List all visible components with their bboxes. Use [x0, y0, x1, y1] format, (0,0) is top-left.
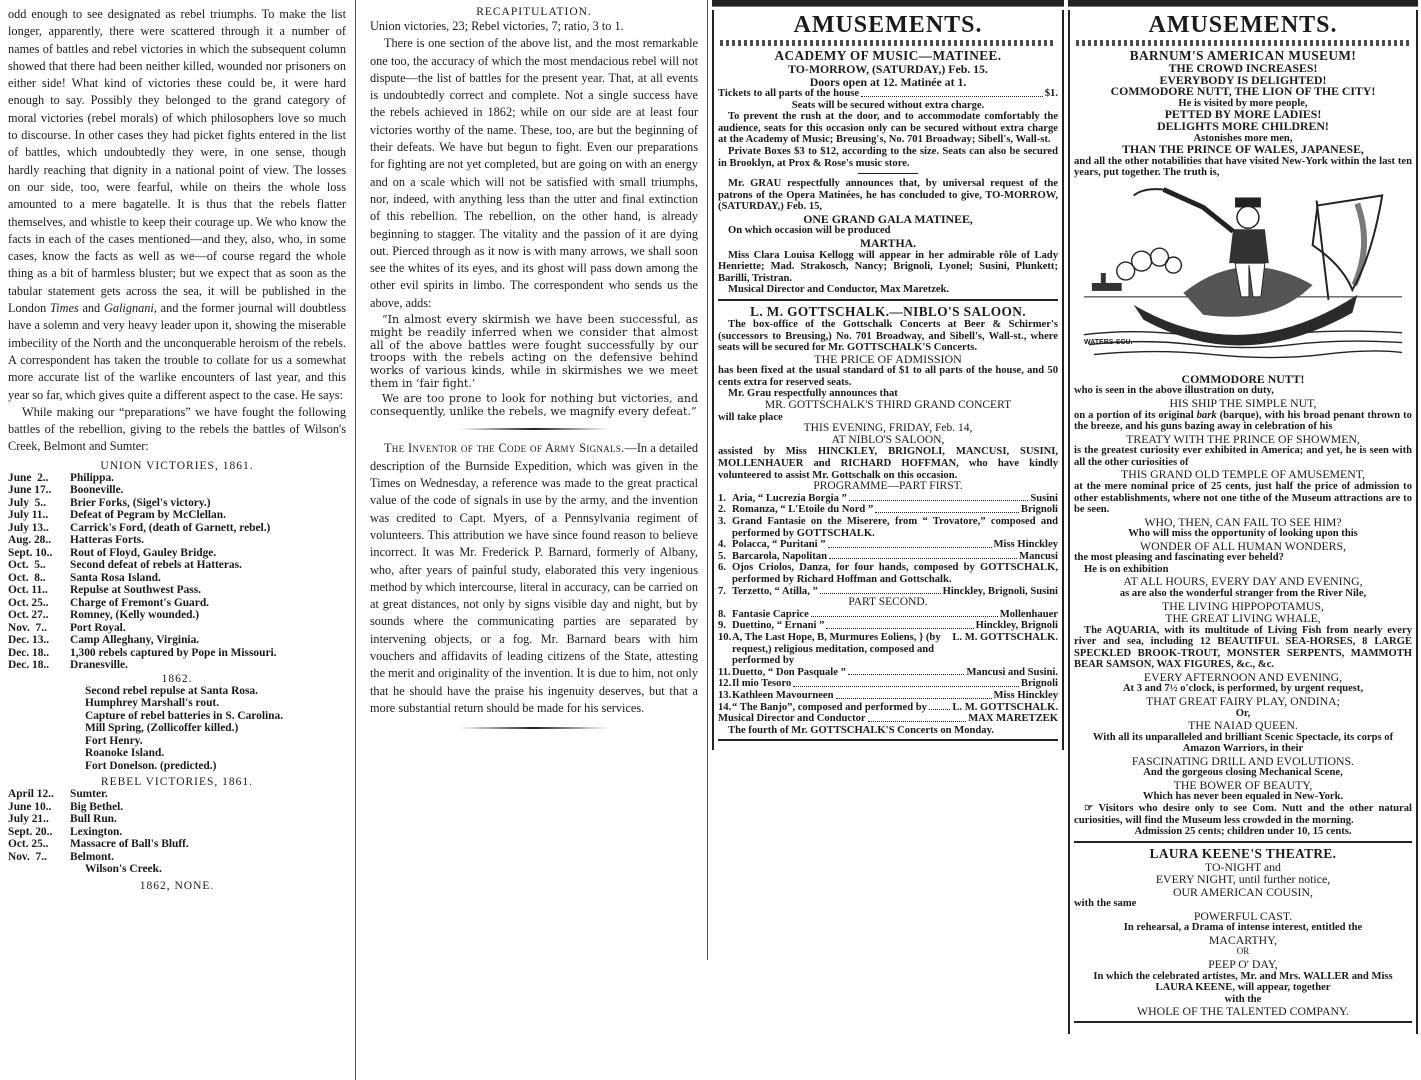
column-rule	[707, 0, 708, 960]
battle-name: Booneville.	[70, 484, 124, 497]
battle-entry	[8, 584, 346, 597]
battle-name: 1,300 rebels captured by Pope in Missouri.	[70, 646, 277, 659]
programme-heading: PART SECOND.	[848, 596, 928, 609]
battle-entry	[8, 697, 346, 710]
programme-item: 1. Aria, “ Lucrezia Borgia ” Susini	[718, 492, 1058, 504]
battle-name: Second defeat of rebels at Hatteras.	[70, 559, 242, 572]
programme-item: 5. Barcarola, Napolitan Mancusi	[718, 550, 1058, 562]
battle-entry	[8, 747, 346, 760]
battle-entry	[8, 634, 346, 647]
editorial-text: odd enough to see designated as rebel triumphs. To make the list longer, apparently, there were scattered through it a number of names of battles and rebel victories in which the subsequent column showed that there had been neither killed, wounded nor prisoners on either side! What kind of victories these could be, it were hard enough to say. Possibly they belonged to the grand category of moral victories (rebel morals) of which philosophers love so much to discourse. In other cases they had picket fights entered in the list of battles, which undoubtedly they were, in one sense, though hardly reaching that dignity in a national point of view. The losses on our side, too, were fearful, while on theirs the whole loss amounted to a mere bagatelle. It is thus that the rebels flatter themselves, and whistle to keep their courage up. We who know the facts in each of the cases mentioned—and they, also, who, in some cases, know the facts as well as we—of course regard the whole thing as a bit of harmless bluster; but we expect that as soon as the tabular statement gets across the sea, it will be published in the London Times and Galignani, and the former journal will doubtless have a solemn and very heavy leader upon it, showing the miserable imbecility of the North and the unconquerable heroism of the rebels. A correspondent has taken the trouble to collate for us a somewhat more accurate list of the warlike encounters of last year, and this year so far, which gives quite a different aspect to the case. He says: While making our “preparations” we have fought the following battles of the rebellion, giving to the rebels the battles of Wilson's Creek, Belmont and Sumter:	[8, 6, 346, 456]
battle-name: Mill Spring, (Zollicoffer killed.)	[85, 722, 239, 735]
barnum-headline: He is visited by more people,	[1178, 97, 1308, 109]
battle-name: Port Royal.	[70, 621, 126, 634]
ad-divider	[1074, 841, 1412, 843]
rebel-1862-none: 1862, NONE.	[139, 879, 215, 892]
correspondent-quote: We are too prone to look for nothing but victories, and consequently, unlike the rebels, we magnify every defeat.”	[370, 391, 698, 418]
rebel-victories-1861-list	[8, 788, 346, 876]
battle-date: Nov. 7..	[8, 850, 47, 863]
rebel-victories-heading: REBEL VICTORIES, 1861.	[100, 776, 254, 789]
battle-date: June 17..	[8, 484, 52, 497]
battle-name: Massacre of Ball's Bluff.	[70, 838, 189, 851]
battle-entry	[8, 685, 346, 698]
programme-heading: PROGRAMME—PART FIRST.	[813, 480, 963, 493]
battle-name: Hatteras Forts.	[70, 534, 145, 547]
programme-part-second	[718, 609, 1058, 713]
army-signals-article	[370, 440, 698, 717]
engraver-credit: WATERS-SCU.	[1084, 339, 1133, 347]
battle-name: Fort Henry.	[85, 734, 143, 747]
barnum-headline: THE CROWD INCREASES!	[1168, 61, 1318, 75]
battle-name: Fort Donelson. (predicted.)	[85, 759, 217, 772]
battle-name: Philippa.	[70, 471, 114, 484]
ad-gottschalk-niblos-saloon: L. M. GOTTSCHALK.—NIBLO'S SALOON. The box-office of the Gottschalk Concerts at Beer & Schirmer's (successors to Breusing,) No. 701 Broadway, and Sibell's, Wall-st., where seats will be secured for Mr. GOTTSCHALK'S Concerts. THE PRICE OF ADMISSION has been fixed at the usual standard of $1 to all parts of the house, and 50 cents extra for reserved seats. Mr. Grau respectfully announces that MR. GOTTSCHALK'S THIRD GRAND CONCERT will take place THIS EVENING, FRIDAY, Feb. 14, AT NIBLO'S SALOON, assisted by Miss HINCKLEY, BRIGNOLI, MANCUSI, SUSINI, MOLLENHAUER and RICHARD HOFFMAN, who have kindly volunteered to assist Mr. Gottschalk on this occasion. PROGRAMME—PART FIRST. 1. Aria, “ Lucrezia Borgia ” Susini 2. Romanza, “ L'Etoile du Nord ” Brignoli 3. Grand Fantasie on the Miserere, from “ Trovatore,” composed and performed by GOTTSCHALK. 4. Polacca, “ Puritani ” Miss Hinckley 5. Barcarola, Napolitan Mancusi 6. Ojos Criolos, Danza, for four hands, composed by GOTTSCHALK, performed by Richard Hoffman and Gottschalk. 7. Terzetto, “ Atilla, ” Hinckley, Brignoli, Susini PART SECOND. 8. Fantasie Caprice Mollenhauer 9. Duettino, “ Ernani ” Hinckley, Brignoli 10. A, The Last Hope, B, Murmures Eoliens, } (by request,) religious meditation, composed and performed by L. M. GOTTSCHALK. 11. Duetto, “ Don Pasquale ” Mancusi and Susini. 12. Il mio Tesoro Brignoli 13. Kathleen Mavourneen Miss Hinckley 14. “ The Banjo”, composed and performed by L. M. GOTTSCHALK. Musical Director and Conductor MAX MARETZEK The fourth of Mr. GOTTSCHALK'S Concerts on Monday.	[718, 303, 1058, 736]
battle-entry	[8, 760, 346, 773]
top-rule	[1068, 0, 1418, 7]
battle-name: Dranesville.	[70, 659, 128, 672]
section-divider	[459, 428, 609, 430]
article-body: —In a detailed description of the Burnside Expedition, which was given in the Times on Wednesday, a reference was made to the great practical value of the code of signals in use by the army, and the invention was credited to Capt. Myers, of a Pennsylvania regiment of volunteers. This attribution we have since found reason to believe incorrect. It was Mr. Frederick P. Barnard, formerly of Albany, who, after years of painful study, elaborated this very ingenious method by which intercourse, literal in accuracy, can be carried on at great distances, not only by signs visible day and night, but by sounds where the communicating parties are separated by intervening objects, or a fog. Mr. Barnard bears with him vouchers and affidavits of leading citizens of the State, attesting the merit and originality of the invention. It is due to him, not only that he should have the praise his ingenuity deserves, but that a more substantial return should be made for his services.	[370, 441, 698, 715]
battle-entry	[8, 735, 346, 748]
section-divider	[459, 727, 609, 729]
battle-entry	[8, 647, 346, 660]
correspondent-quote: “In almost every skirmish we have been successful, as might be readily inferred when we consider that almost all of the above battles were fought successfully by our troops with the rebels acting on the defensive behind works of various kinds, while in skirmishes we we meet them in ‘fair fight.’	[370, 313, 698, 391]
battle-entry	[8, 851, 346, 864]
battle-date: June 2..	[8, 471, 49, 484]
ad-heading: L. M. GOTTSCHALK.—NIBLO'S SALOON.	[750, 303, 1026, 319]
battle-name: Rout of Floyd, Gauley Bridge.	[70, 546, 217, 559]
newspaper-name-galignani: Galignani	[103, 301, 154, 316]
barnum-headline: PETTED BY MORE LADIES!	[1164, 107, 1322, 122]
barnum-headline: EVERYBODY IS DELIGHTED!	[1159, 72, 1327, 87]
battle-name: Santa Rosa Island.	[70, 571, 161, 584]
barnum-headline: THAN THE PRINCE OF WALES, JAPANESE,	[1122, 142, 1364, 157]
battle-entry	[8, 863, 346, 876]
programme-part-first	[718, 493, 1058, 597]
programme-item: 14. “ The Banjo”, composed and performed by L. M. GOTTSCHALK.	[718, 701, 1058, 713]
wavy-rule	[1076, 40, 1410, 46]
battle-name: Humphrey Marshall's rout.	[85, 697, 220, 710]
ad-divider	[1074, 1021, 1412, 1023]
battle-name: Bull Run.	[70, 813, 117, 826]
wavy-rule	[720, 40, 1056, 46]
battle-entry	[8, 522, 346, 535]
programme-item: 8. Fantasie Caprice Mollenhauer	[718, 608, 1058, 620]
battle-date: Sept. 20..	[8, 825, 53, 838]
battle-entry	[8, 838, 346, 851]
battle-date: Dec. 18..	[8, 646, 50, 659]
recap-tally: Union victories, 23; Rebel victories, 7; ratio, 3 to 1.	[370, 19, 624, 33]
battle-name: Belmont.	[70, 850, 114, 863]
battle-date: Dec. 18..	[8, 659, 50, 672]
ad-barnums-museum: BARNUM'S AMERICAN MUSEUM! THE CROWD INCREASES! EVERYBODY IS DELIGHTED! COMMODORE NUTT, THE LION OF THE CITY! He is visited by more people, PETTED BY MORE LADIES! DELIGHTS MORE CHILDREN! Astonishes more men, THAN THE PRINCE OF WALES, JAPANESE, and all the other notabilities that have visited New-York within the last ten years, put together. The truth is, WATERS-SCU. COMMODORE NUTT! who is seen in the above illustration on duty, HIS SHIP THE SIMPLE NUT, on a portion of its original bark (barque), with his broad penant thrown to the breeze, and his guns bazing away in celebration of his TREATY WITH THE PRINCE OF SHOWMEN, is the greatest curiosity ever exhibited in America; and yet, he is seen with all the other curiosities of THIS GRAND OLD TEMPLE OF AMUSEMENT, at the mere nominal price of 25 cents, just half the price of admission to other establishments, where not one tithe of the Museum attractions are to be seen. WHO, THEN, CAN FAIL TO SEE HIM? Who will miss the opportunity of looking upon this WONDER OF ALL HUMAN WONDERS, the most pleasing and fascinating ever beheld? He is on exhibition AT ALL HOURS, EVERY DAY AND EVENING, as are also the wonderful stranger from the River Nile, THE LIVING HIPPOPOTAMUS, THE GREAT LIVING WHALE, The AQUARIA, with its multitude of Living Fish from nearly every river and sea, including 12 BEAUTIFUL SEA-HORSES, 8 LARGE SPECKLED BROOK-TROUT, MONSTER SERPENTS, MAMMOTH BEAR SAMSON, WAX FIGURES, &c., &c. EVERY AFTERNOON AND EVENING, At 3 and 7½ o'clock, is performed, by urgent request, THAT GREAT FAIRY PLAY, ONDINA; Or, THE NAIAD QUEEN. With all its unparalleled and brilliant Scenic Spectacle, its corps of Amazon Warriors, in their FASCINATING DRILL AND EVOLUTIONS. And the gorgeous closing Mechanical Scene, THE BOWER OF BEAUTY, Which has never been equaled in New-York. ☞ Visitors who desire only to see Com. Nutt and the other natural curiosities, will find the Museum less crowded in the morning. Admission 25 cents; children under 10, 15 cents.	[1074, 48, 1412, 838]
newspaper-name-times: Times	[50, 301, 79, 316]
battle-date: Oct. 11..	[8, 584, 48, 597]
ad-laura-keenes-theatre: LAURA KEENE'S THEATRE. TO-NIGHT and EVERY NIGHT, until further notice, OUR AMERICAN COUSIN, with the same POWERFUL CAST. In rehearsal, a Drama of intense interest, entitled the MACARTHY, OR PEEP O' DAY, In which the celebrated artistes, Mr. and Mrs. WALLER and Miss LAURA KEENE, will appear, together with the WHOLE OF THE TALENTED COMPANY.	[1074, 846, 1412, 1018]
column-amusements-music	[712, 0, 1064, 750]
battle-entry	[8, 547, 346, 560]
programme-item: 9. Duettino, “ Ernani ” Hinckley, Brignoli	[718, 620, 1058, 632]
battle-name: Big Bethel.	[70, 800, 124, 813]
union-victories-1862-list	[8, 685, 346, 773]
battle-date: Oct. 5..	[8, 559, 46, 572]
battle-entry	[8, 609, 346, 622]
battle-date: July 21..	[8, 813, 49, 826]
programme-item: 10. A, The Last Hope, B, Murmures Eoliens, } (by request,) religious meditation, composed and performed by L. M. GOTTSCHALK.	[718, 631, 1058, 667]
battle-date: June 10..	[8, 800, 52, 813]
barnum-headline: COMMODORE NUTT, THE LION OF THE CITY!	[1110, 84, 1376, 99]
battle-date: Oct. 8..	[8, 571, 46, 584]
battle-name: Capture of rebel batteries in S. Carolina.	[85, 709, 284, 722]
column-rule	[355, 0, 356, 1080]
programme-item: 7. Terzetto, “ Atilla, ” Hinckley, Brignoli, Susini	[718, 585, 1058, 597]
battle-name: Lexington.	[70, 825, 123, 838]
battle-entry	[8, 572, 346, 585]
ad-heading: ACADEMY OF MUSIC—MATINEE.	[774, 48, 1002, 63]
recapitulation-body	[370, 18, 698, 312]
battle-entry	[8, 559, 346, 572]
battle-entry	[8, 788, 346, 801]
commodore-nutt-illustration	[1074, 185, 1412, 371]
battle-entry	[8, 801, 346, 814]
battle-date: Oct. 27..	[8, 609, 49, 622]
battle-entry	[8, 534, 346, 547]
barnum-headline: Astonishes more men,	[1193, 132, 1293, 144]
battle-date: Sept. 10..	[8, 546, 53, 559]
battle-name: Repulse at Southwest Pass.	[70, 584, 202, 597]
ad-heading: BARNUM'S AMERICAN MUSEUM!	[1129, 48, 1357, 63]
programme-item: 13. Kathleen Mavourneen Miss Hinckley	[718, 689, 1058, 701]
battle-date: July 11..	[8, 509, 49, 522]
pointing-hand-notice: ☞ Visitors who desire only to see Com. Nutt and the other natural curiosities, will find the Museum less crowded in the morning.	[1074, 803, 1412, 826]
battle-entry	[8, 659, 346, 672]
recap-paragraph: There is one section of the above list, and the most remarkable one too, the accuracy of which the most mendacious rebel will not dispute—the list of battles for the present year. That, at all events is undoubtedly correct and complete. Not a single success have the rebels achieved in 1862; while on our side are at least four victories worthy of the name. These, too, are but the beginning of their defeats. We have but begun to fight. Even our preparations for fighting are not yet completed, but are going on with an energy and on a scale which will not be satisfied with small triumphs, nor, indeed, with anything less than the utter and final extinction of this rebellion. The rebellion, on the other hand, is already beginning to stagger. The vitality and the passion of it are dying out. Pierced through as it now is with many arrows, we shall soon see the whites of its eyes, and its ghost will pass down among the other evil spirits in limbo. The correspondent who sends us the above, adds:	[370, 36, 698, 310]
union-victories-heading: UNION VICTORIES, 1861.	[100, 459, 254, 472]
amusements-title: AMUSEMENTS.	[793, 12, 983, 38]
battle-date: Oct. 25..	[8, 838, 49, 851]
battle-date: July 13..	[8, 521, 49, 534]
short-divider	[858, 173, 918, 174]
battle-name: Wilson's Creek.	[85, 863, 162, 876]
editorial-paragraph: While making our “preparations” we have fought the following battles of the rebellion, giving to the rebels the battles of Wilson's Creek, Belmont and Sumter:	[8, 404, 346, 454]
column-recapitulation	[360, 0, 704, 739]
battle-entry	[8, 472, 346, 485]
battle-name: Camp Alleghany, Virginia.	[70, 634, 200, 647]
battle-entry	[8, 509, 346, 522]
union-victories-1861-list	[8, 472, 346, 672]
recapitulation-heading: RECAPITULATION.	[476, 6, 592, 18]
battle-name: Romney, (Kelly wounded.)	[70, 609, 200, 622]
battle-entry	[8, 722, 346, 735]
ticket-price-row: Tickets to all parts of the house $1.	[718, 88, 1058, 99]
battle-name: Carrick's Ford, (death of Garnett, rebel.)	[70, 521, 271, 534]
battle-name: Defeat of Pegram by McClellan.	[70, 509, 226, 522]
programme-item: 12. Il mio Tesoro Brignoli	[718, 678, 1058, 690]
programme-item: 6. Ojos Criolos, Danza, for four hands, composed by GOTTSCHALK, performed by Richard Hoffman and Gottschalk.	[718, 562, 1058, 585]
battle-name: Roanoke Island.	[85, 747, 165, 760]
battle-date: April 12..	[8, 788, 54, 801]
battle-name: Charge of Fremont's Guard.	[70, 596, 209, 609]
top-rule	[712, 0, 1064, 7]
ad-divider	[718, 739, 1058, 741]
column-amusements-barnum	[1068, 0, 1418, 1034]
ad-divider	[718, 299, 1058, 301]
programme-item: 2. Romanza, “ L'Etoile du Nord ” Brignoli	[718, 504, 1058, 516]
battle-entry	[8, 597, 346, 610]
ad-academy-of-music: ACADEMY OF MUSIC—MATINEE. TO-MORROW, (SATURDAY,) Feb. 15. Doors open at 12. Matinée at 1. Tickets to all parts of the house $1. Seats will be secured without extra charge. To prevent the rush at the door, and to accommodate comfortably the audience, seats for this occasion only can be secured without extra charge at the Academy of Music; Breusing's, No. 701 Broadway; Sibell's, Wall-st. Private Boxes $3 to $12, according to the size. Seats can also be secured in Brooklyn, at Prox & Rose's music store. Mr. GRAU respectfully announces that, by universal request of the patrons of the Opera Matinées, he has concluded to give, TO-MORROW, (SATURDAY,) Feb. 15, ONE GRAND GALA MATINEE, On which occasion will be produced MARTHA. Miss Clara Louisa Kellogg will appear in her admirable rôle of Lady Henriette; Mad. Strakosch, Nancy; Brignoli, Lyonel; Susini, Plunkett; Barilli, Tristran. Musical Director and Conductor, Max Maretzek.	[718, 48, 1058, 296]
battle-date: Nov. 7..	[8, 621, 47, 634]
battle-entry	[8, 813, 346, 826]
battle-name: Brier Forks, (Sigel's victory.)	[70, 496, 211, 509]
battle-date: Dec. 13..	[8, 634, 50, 647]
article-title: The Inventor of the Code of Army Signals.	[384, 441, 625, 456]
programme-item: 3. Grand Fantasie on the Miserere, from “ Trovatore,” composed and performed by GOTTSCHALK.	[718, 516, 1058, 539]
admission-price: Admission 25 cents; children under 10, 15 cents.	[1134, 826, 1352, 838]
editorial-paragraph: odd enough to see designated as rebel triumphs. To make the list longer, apparently, there were scattered through it a number of names of battles and rebel victories in which the subsequent column showed that there had been neither killed, wounded nor prisoners on either side! What kind of victories these could be, it were hard enough to say. Possibly they belonged to the grand category of moral victories (rebel morals) of which philosophers love so much to discourse. In other cases they had picket fights entered in the list of battles, which undoubtedly they were, in one sense, though hardly reaching that dignity in a national point of view. The losses on our side, too, were fearful, while on theirs the whole loss amounted to a mere bagatelle. It is thus that the rebels flatter themselves, and whistle to keep their courage up. We who know the facts in each of the cases mentioned—and they, also, who, in some cases, know the facts as well as we—of course regard the whole thing as a bit of harmless bluster; but we expect that as soon as the tabular statement gets across the sea, it will be published in the London	[8, 7, 346, 316]
barnum-headline: DELIGHTS MORE CHILDREN!	[1157, 118, 1329, 133]
battle-date: July 5..	[8, 496, 46, 509]
battle-entry	[8, 497, 346, 510]
amusements-title: AMUSEMENTS.	[1148, 12, 1338, 38]
battle-date: Aug. 28..	[8, 534, 52, 547]
battle-entry	[8, 622, 346, 635]
union-1862-heading: 1862.	[161, 672, 193, 685]
battle-name: Sumter.	[70, 788, 108, 801]
programme-item: 11. Duetto, “ Don Pasquale ” Mancusi and Susini.	[718, 666, 1058, 678]
battle-entry	[8, 484, 346, 497]
battle-entry	[8, 826, 346, 839]
column-editorial-battles	[0, 0, 352, 892]
programme-item: 4. Polacca, “ Puritani ” Miss Hinckley	[718, 539, 1058, 551]
battle-date: Oct. 25..	[8, 596, 49, 609]
battle-name: Second rebel repulse at Santa Rosa.	[85, 684, 258, 697]
ad-heading: LAURA KEENE'S THEATRE.	[1149, 845, 1337, 861]
battle-entry	[8, 710, 346, 723]
